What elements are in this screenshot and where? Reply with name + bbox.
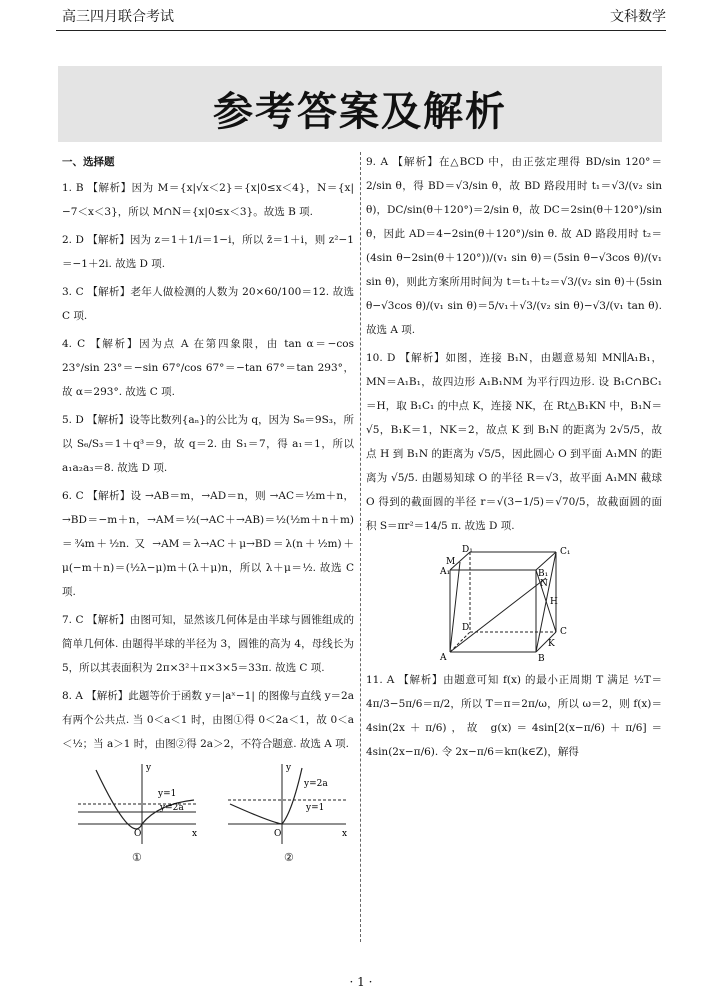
graph-1-line-label: y=2a: [160, 803, 184, 813]
answer-7: 7. C 【解析】由图可知，显然该几何体是由半球与圆锥组成的简单几何体. 由题得半球的半径为 3，圆锥的高为 4，母线长为 5，所以其表面积为 2π×3²＋π×3×5＝33π. 故选 C 项.: [62, 614, 354, 674]
left-column: [62, 150, 354, 864]
graph-2-caption: ②: [284, 851, 294, 864]
answer-3: 3. C 【解析】老年人做检测的人数为 20×60/100＝12. 故选 C 项.: [62, 286, 354, 322]
answer-8: 8. A 【解析】此题等价于函数 y＝|aˣ−1| 的图像与直线 y＝2a 有两个公共点. 当 0＜a＜1 时，由图①得 0＜2a＜1，故 0＜a＜½；当 a＞1 时，由图②得 2a＞2，不符合题意. 故选 A 项.: [62, 690, 354, 750]
answer-4: 4. C 【解析】因为点 A 在第四象限，由 tan α＝−cos 23°/sin 23°＝−sin 67°/cos 67°＝−tan 67°＝tan 293°，故 α＝293°. 故选 C 项.: [62, 338, 354, 398]
cube-figure: [366, 544, 662, 662]
graph-1-caption: ①: [132, 851, 142, 864]
cube-label-k: K: [548, 639, 555, 649]
graph-1-x-label: x: [192, 829, 198, 839]
graph-2-origin: O: [274, 829, 282, 839]
graph-2-x-label: x: [342, 829, 348, 839]
page-header: [62, 6, 666, 26]
header-subject: 文科数学: [610, 9, 666, 25]
cube-label-a: A: [440, 653, 447, 662]
cube-label-n: N: [540, 579, 548, 589]
column-divider: [360, 152, 361, 942]
answer-10: 10. D 【解析】如图，连接 B₁N，由题意易知 MN∥A₁B₁，MN＝A₁B₁，故四边形 A₁B₁NM 为平行四边形. 设 B₁C∩BC₁＝H，取 B₁C₁ 的中点 K，连接 NK，在 Rt△B₁KN 中，B₁N＝√5，B₁K＝1，NK＝2，故点 K 到 B₁N 的距离为 2√5/5，故点 H 到 B₁N 的距离为 √5/5，因此圆心 O 到平面 A₁MN 的距离为 √5/5. 由题易知球 O 的半径 R＝√3，故平面 A₁MN 截球 O 得到的截面圆的半径 r＝√(3−1/5)＝√70/5，故截面圆的面积 S＝πr²＝14/5 π. 故选 D 项.: [366, 352, 662, 532]
page-title: 参考答案及解析: [213, 89, 507, 135]
graph-1-origin: O: [134, 829, 142, 839]
page-number: · 1 ·: [349, 975, 373, 989]
answer-11: 11. A 【解析】由题意可知 f(x) 的最小正周期 T 满足 ½T＝4π/3−5π/6＝π/2，所以 T＝π＝2π/ω，所以 ω＝2，则 f(x)＝4sin(2x＋π/6)，故 g(x)＝4sin[2(x−π/6)＋π/6]＝4sin(2x−π/6). 令 2x−π/6＝kπ(k∈Z)，解得: [366, 674, 662, 758]
cube-diagram: [366, 544, 662, 662]
graph-2: [226, 760, 352, 846]
graph-1-y-label: y: [146, 763, 152, 773]
cube-label-d1: D₁: [462, 545, 473, 555]
graph-2-y-label: y: [286, 763, 292, 773]
cube-label-b: B: [538, 654, 545, 662]
cube-label-m: M: [446, 557, 456, 567]
header-exam-title: 高三四月联合考试: [62, 9, 174, 25]
title-banner: [58, 66, 662, 142]
cube-label-b1: B₁: [538, 569, 549, 579]
answer-9: 9. A 【解析】在△BCD 中，由正弦定理得 BD/sin 120°＝2/sin θ，得 BD＝√3/sin θ，故 BD 路段用时 t₁＝√3/(v₂ sin θ)，DC/sin(θ＋120°)＝2/sin θ，故 DC＝2sin(θ＋120°)/sin θ，因此 AD＝4−2sin(θ＋120°)/sin θ. 故 AD 路段用时 t₂＝(4sin θ−2sin(θ＋120°))/(v₁ sin θ)＝(5sin θ−√3cos θ)/(v₁ sin θ)，则此方案所用时间为 t＝t₁＋t₂＝√3/(v₂ sin θ)＋(5sin θ−√3cos θ)/(v₁ sin θ)＝5/v₁＋√3/(v₂ sin θ)−√3/(v₁ tan θ). 故选 A 项.: [366, 156, 662, 336]
answer-5: 5. D 【解析】设等比数列{aₙ}的公比为 q，因为 S₆＝9S₃，所以 S₆/S₃＝1＋q³＝9，故 q＝2. 由 S₁＝7，得 a₁＝1，所以 a₁a₂a₃＝8. 故选 D 项.: [62, 414, 354, 474]
function-graphs: [62, 760, 354, 864]
graph-2-line-label: y=1: [306, 803, 325, 813]
graph-1: [76, 760, 202, 846]
cube-label-h: H: [550, 597, 558, 607]
answer-2: 2. D 【解析】因为 z＝1＋1/i＝1−i，所以 z̄＝1＋i，则 z²−1＝−1＋2i. 故选 D 项.: [62, 234, 354, 270]
cube-label-d: D: [462, 623, 470, 633]
section-title: 一、选择题: [62, 156, 115, 168]
answer-6: 6. C 【解析】设 →AB＝m，→AD＝n，则 →AC＝½m＋n，→BD＝−m＋n，→AM＝½(→AC＋→AB)＝½(½m＋n＋m)＝¾m＋½n. 又 →AM＝λ→AC＋μ→BD＝λ(n＋½m)＋μ(−m＋n)＝(½λ−μ)m＋(λ＋μ)n，所以 λ＋μ＝½. 故选 C 项.: [62, 490, 354, 598]
graph-2-curve-label: y=2a: [304, 779, 328, 789]
right-column: [366, 150, 662, 768]
cube-label-c: C: [560, 627, 567, 637]
cube-label-c1: C₁: [560, 547, 571, 557]
graph-1-curve-label: y=1: [158, 789, 177, 799]
cube-label-a1: A₁: [440, 567, 451, 577]
header-rule: [56, 30, 666, 31]
answer-1: 1. B 【解析】因为 M＝{x|√x＜2}＝{x|0≤x＜4}，N＝{x|−7＜x＜3}，所以 M∩N＝{x|0≤x＜3}。故选 B 项.: [62, 182, 354, 218]
